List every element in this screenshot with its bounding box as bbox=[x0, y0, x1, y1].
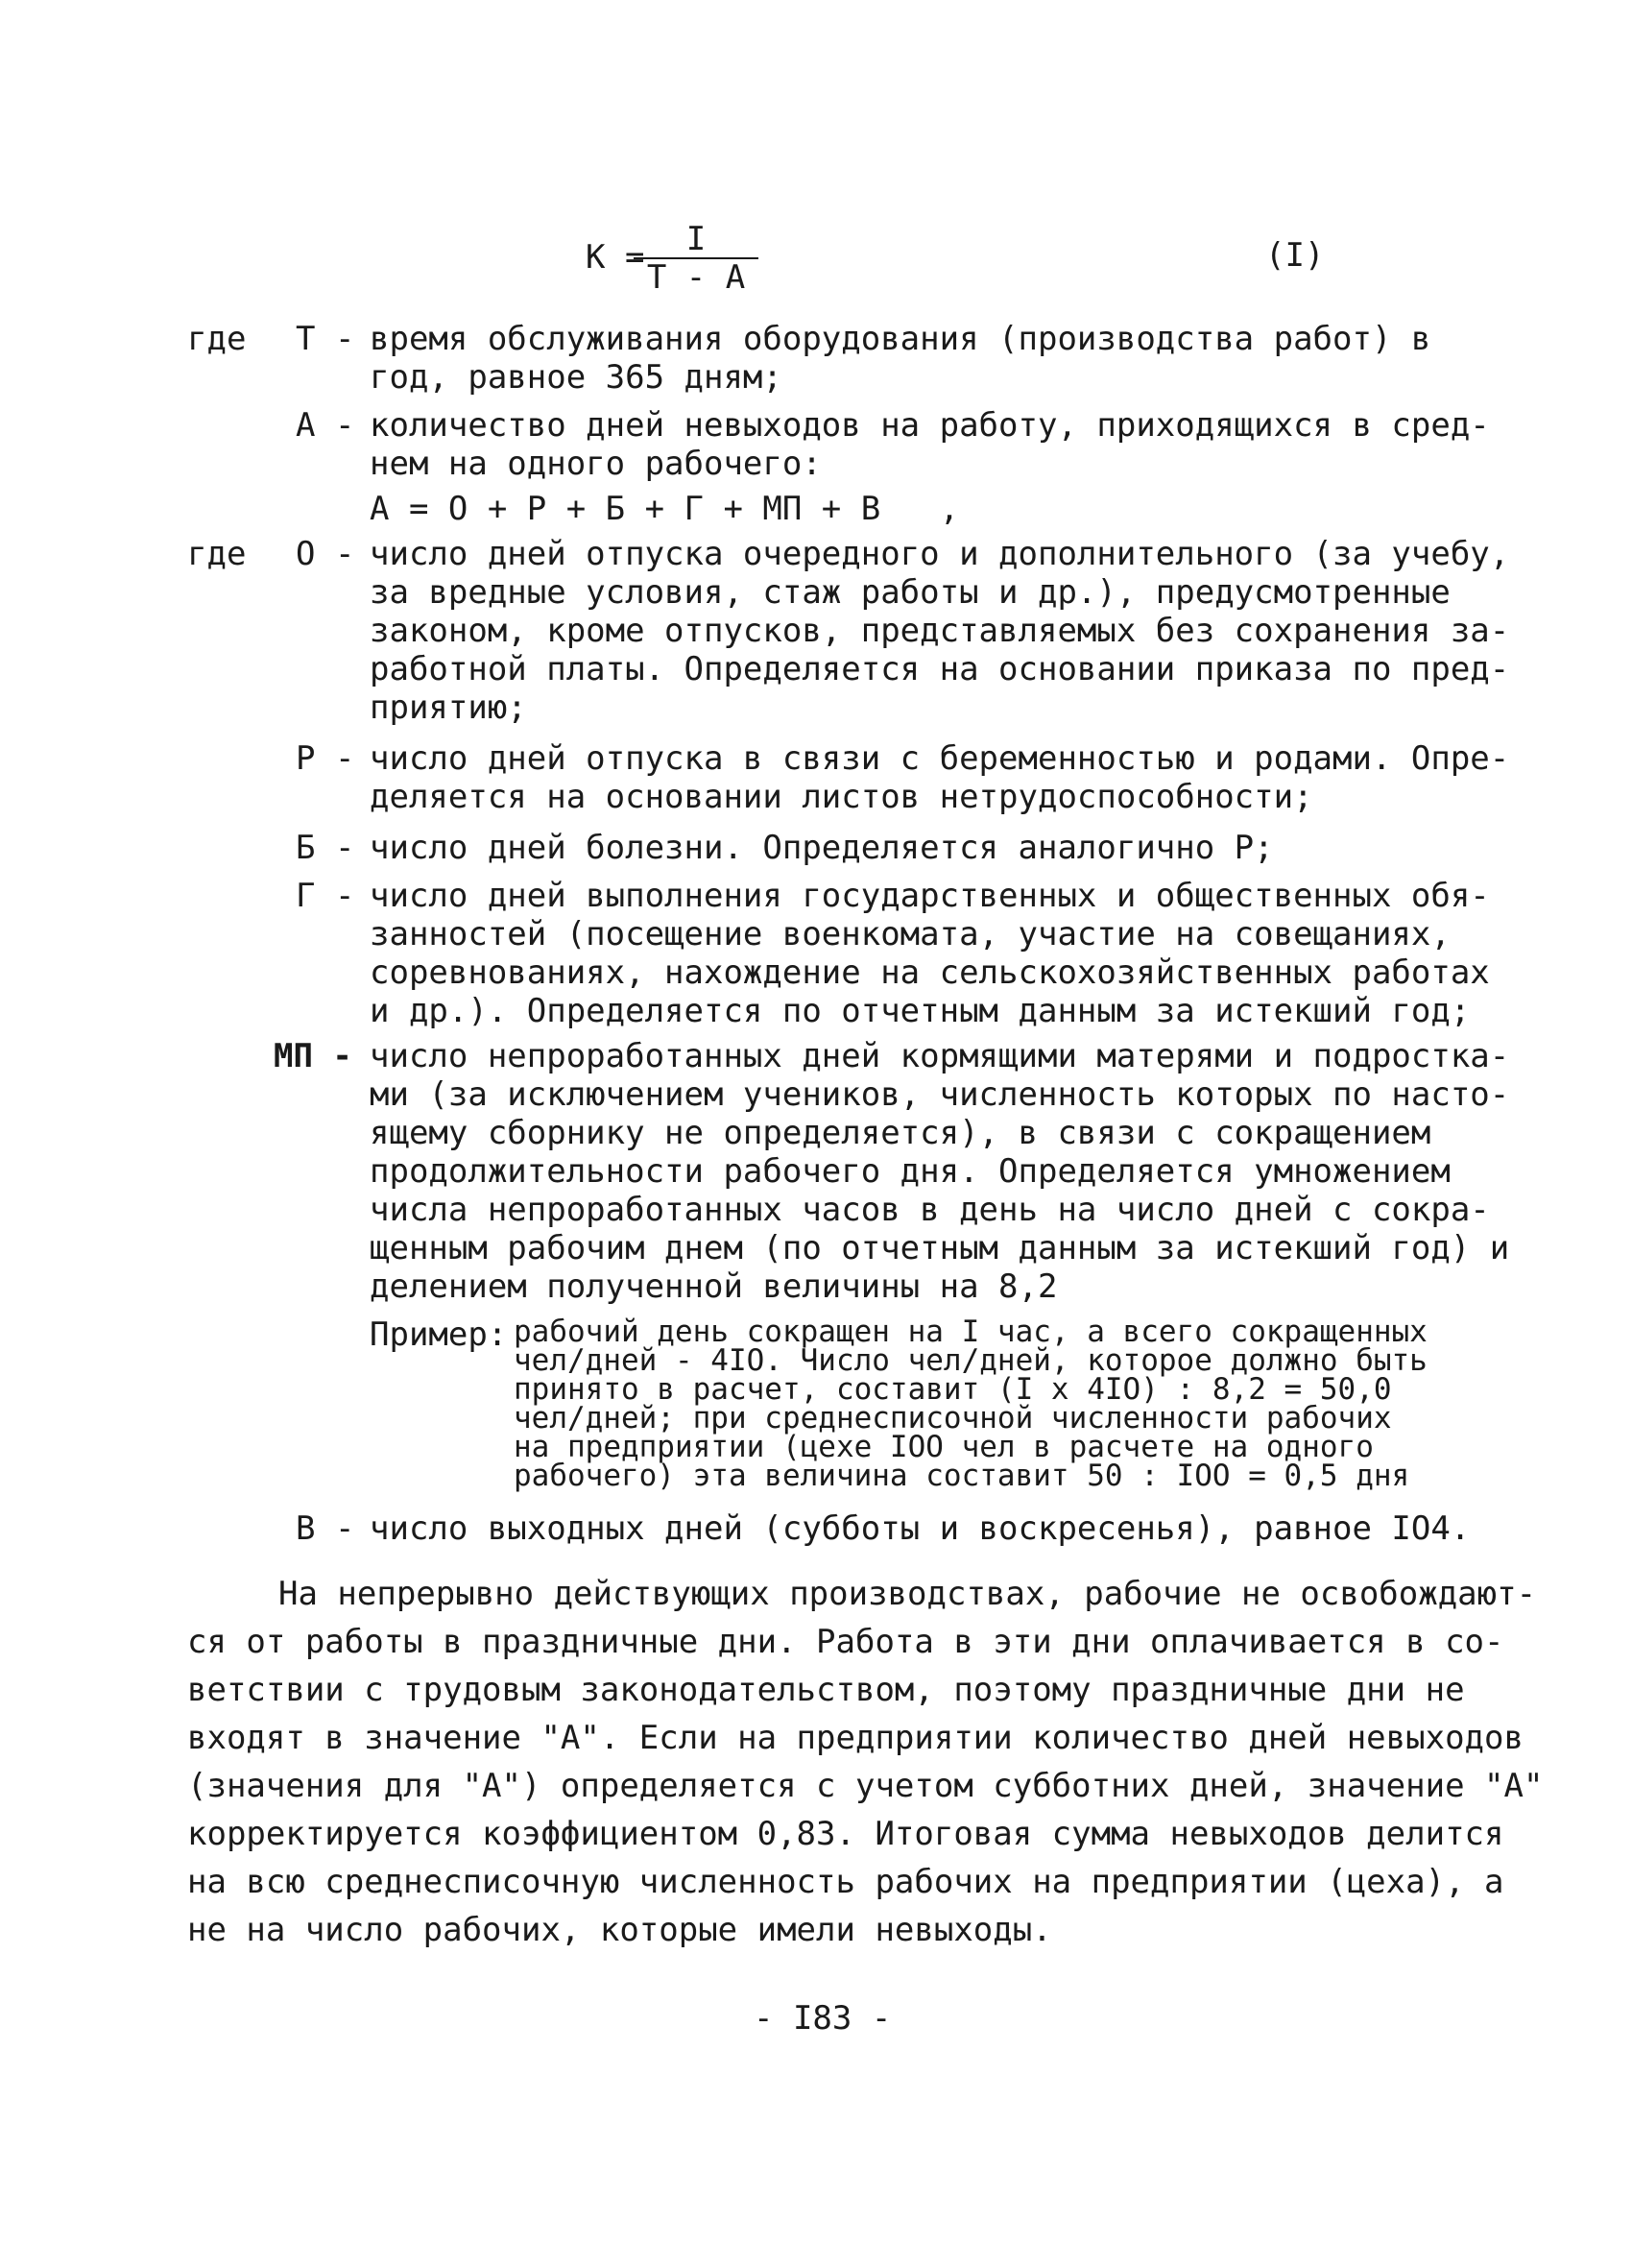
example-line: чел/дней - 4IO. Число чел/дней, которое должно быть bbox=[514, 1343, 1428, 1378]
def-R-line: число дней отпуска в связи с беременностью и родами. Опре- bbox=[370, 739, 1510, 778]
def-T-line: год, равное 365 дням; bbox=[370, 358, 782, 397]
formula-denominator: Т - А bbox=[646, 258, 746, 297]
def-B-line: число дней болезни. Определяется аналогично Р; bbox=[370, 829, 1274, 867]
paragraph-line: на всю среднесписочную численность рабочих на предприятии (цеха), а bbox=[187, 1863, 1504, 1901]
def-G-line: и др.). Определяется по отчетным данным за истекший год; bbox=[370, 992, 1471, 1030]
def-MP-symbol: МП - bbox=[274, 1037, 352, 1075]
def-B-symbol: Б - bbox=[296, 829, 355, 867]
def-G-line: занностей (посещение военкомата, участие на совещаниях, bbox=[370, 915, 1451, 953]
example-label: Пример: bbox=[370, 1315, 508, 1354]
def-O-line: работной платы. Определяется на основании приказа по пред- bbox=[370, 650, 1510, 688]
def-A-line: количество дней невыходов на работу, приходящихся в сред- bbox=[370, 406, 1490, 445]
formula-fraction bbox=[634, 221, 758, 296]
def-T-symbol: Т - bbox=[296, 320, 355, 358]
def-MP-line: ми (за исключением учеников, численность которых по насто- bbox=[370, 1075, 1510, 1114]
example-line: рабочий день сокращен на I час, а всего сокращенных bbox=[514, 1315, 1428, 1349]
def-O-symbol: О - bbox=[296, 535, 355, 573]
def-O-line: законом, кроме отпусков, представляемых без сохранения за- bbox=[370, 612, 1510, 650]
def-O-line: за вредные условия, стаж работы и др.), предусмотренные bbox=[370, 573, 1451, 612]
def-MP-line: щенным рабочим днем (по отчетным данным за истекший год) и bbox=[370, 1229, 1510, 1267]
def-MP-line: число непроработанных дней кормящими матерями и подростка- bbox=[370, 1037, 1510, 1075]
def-MP-line: числа непроработанных часов в день на число дней с сокра- bbox=[370, 1191, 1490, 1229]
formula-lhs: К = bbox=[586, 238, 645, 277]
formula-number: (I) bbox=[1265, 236, 1325, 275]
paragraph-line: не на число рабочих, которые имели невыходы. bbox=[187, 1911, 1052, 1949]
def-A-formula: А = О + Р + Б + Г + МП + В , bbox=[370, 490, 960, 528]
example-line: чел/дней; при среднесписочной численности рабочих bbox=[514, 1401, 1392, 1436]
where-label-2: где bbox=[187, 535, 247, 573]
def-V-symbol: В - bbox=[296, 1509, 355, 1548]
def-O-line: приятию; bbox=[370, 688, 527, 727]
def-G-line: число дней выполнения государственных и общественных обя- bbox=[370, 877, 1490, 915]
page-number: - I83 - bbox=[754, 1999, 892, 2038]
def-MP-line: продолжительности рабочего дня. Определяется умножением bbox=[370, 1152, 1451, 1191]
def-G-line: соревнованиях, нахождение на сельскохозяйственных работах bbox=[370, 953, 1490, 992]
def-T-line: время обслуживания оборудования (производства работ) в bbox=[370, 320, 1431, 358]
def-R-line: деляется на основании листов нетрудоспособности; bbox=[370, 778, 1313, 816]
example-line: принято в расчет, составит (I х 4IO) : 8,2 = 50,0 bbox=[514, 1372, 1392, 1407]
def-A-line: нем на одного рабочего: bbox=[370, 445, 822, 483]
example-line: на предприятии (цехе IOO чел в расчете на одного bbox=[514, 1430, 1374, 1464]
def-MP-line: делением полученной величины на 8,2 bbox=[370, 1267, 1058, 1306]
def-O-line: число дней отпуска очередного и дополнительного (за учебу, bbox=[370, 535, 1510, 573]
where-label-1: где bbox=[187, 320, 247, 358]
paragraph-line: входят в значение "А". Если на предприятии количество дней невыходов bbox=[187, 1719, 1524, 1757]
def-A-symbol: А - bbox=[296, 406, 355, 445]
def-V-line: число выходных дней (субботы и воскресенья), равное IO4. bbox=[370, 1509, 1471, 1548]
def-MP-line: ящему сборнику не определяется), в связи с сокращением bbox=[370, 1114, 1431, 1152]
formula-numerator: I bbox=[634, 221, 758, 259]
paragraph-line: (значения для "А") определяется с учетом субботних дней, значение "А" bbox=[187, 1767, 1544, 1805]
def-G-symbol: Г - bbox=[296, 877, 355, 915]
paragraph-line: На непрерывно действующих производствах, рабочие не освобождают- bbox=[278, 1575, 1537, 1613]
paragraph-line: ся от работы в праздничные дни. Работа в эти дни оплачивается в со- bbox=[187, 1623, 1504, 1661]
paragraph-line: ветствии с трудовым законодательством, поэтому праздничные дни не bbox=[187, 1671, 1465, 1709]
def-R-symbol: Р - bbox=[296, 739, 355, 778]
paragraph-line: корректируется коэффициентом 0,83. Итоговая сумма невыходов делится bbox=[187, 1815, 1504, 1853]
example-line: рабочего) эта величина составит 50 : IOO = 0,5 дня bbox=[514, 1459, 1410, 1493]
